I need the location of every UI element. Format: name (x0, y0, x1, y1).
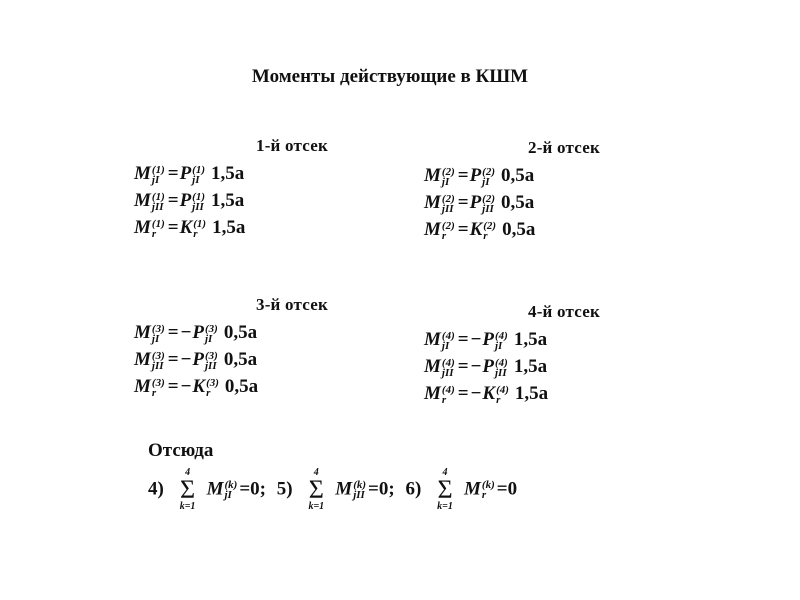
equation-row: M (2) r =K (2) r 0,5a (424, 219, 536, 242)
section-1 (134, 136, 328, 241)
sigma-symbol: 4 Σ k=1 (179, 467, 196, 512)
equation-row: M (3) jI = −P (3) jI 0,5a (134, 322, 258, 345)
sum-equation: 5) 4 Σ k=1 M (k) jII =0; (276, 467, 395, 512)
section-heading: 4-й отсек (528, 302, 600, 321)
conclusion-label: Отсюда (148, 440, 214, 461)
equation-row: M (2) jII =P (2) jII 0,5a (424, 192, 535, 215)
section-3 (134, 295, 328, 400)
equation-row: M (1) jII =P (1) jII 1,5a (134, 190, 245, 213)
section-2 (424, 138, 600, 243)
sum-equations (148, 468, 517, 528)
equation-row: M (1) r =K (1) r 1,5a (134, 217, 246, 240)
equation-row: M (3) jII = −P (3) jII 0,5a (134, 349, 258, 372)
section-heading: 3-й отсек (256, 295, 328, 314)
sum-equation: 6) 4 Σ k=1 M (k) r =0 (405, 467, 518, 512)
equation-row: M (4) jII = −P (4) jII 1,5a (424, 356, 548, 379)
equation-row: M (1) jI =P (1) jI 1,5a (134, 163, 245, 186)
section-heading: 1-й отсек (256, 136, 328, 155)
sigma-symbol: 4 Σ k=1 (437, 467, 453, 512)
page-title: Моменты действующие в КШМ (251, 66, 529, 87)
sigma-symbol: 4 Σ k=1 (308, 467, 325, 512)
sum-equation: 4) 4 Σ k=1 M (k) jI =0; (148, 467, 266, 512)
equation-row: M (3) r = −K (3) r 0,5a (134, 376, 259, 399)
equation-row: M (2) jI =P (2) jI 0,5a (424, 165, 535, 188)
section-4 (424, 302, 600, 407)
equation-row: M (4) jI = −P (4) jI 1,5a (424, 329, 548, 352)
section-heading: 2-й отсек (528, 138, 600, 157)
equation-row: M (4) r = −K (4) r 1,5a (424, 383, 549, 406)
